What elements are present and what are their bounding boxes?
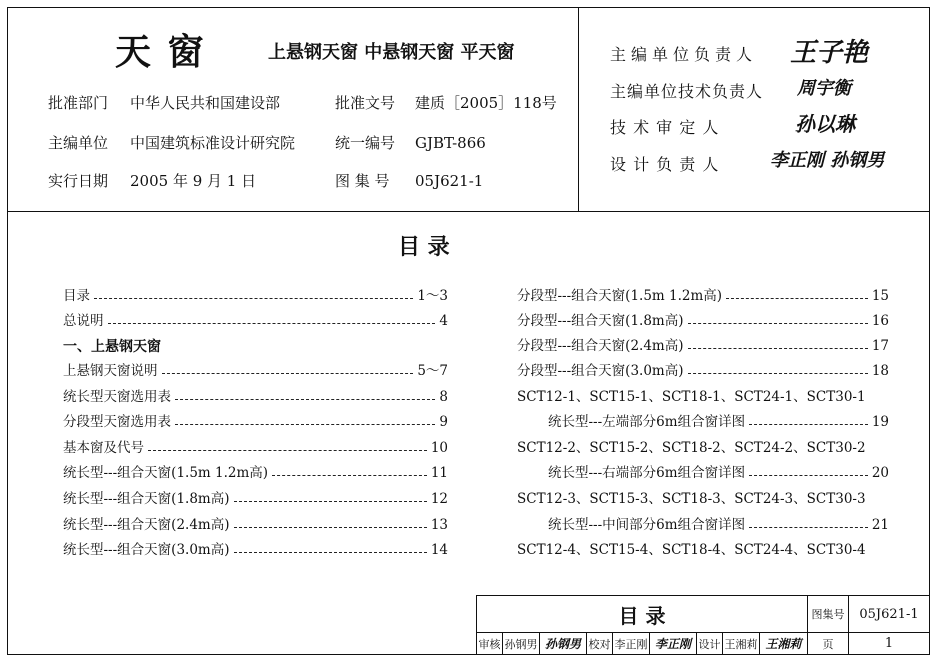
approval-doc-label: 批准文号 — [335, 94, 396, 112]
check-label-cell — [586, 632, 613, 655]
toc-entry-page: 1～3 — [417, 288, 448, 304]
toc-entry-page: 11 — [430, 465, 448, 481]
review-signature-cell — [539, 632, 587, 655]
effective-date-value: 2005 年 9 月 1 日 — [130, 172, 257, 190]
toc-entry-page: 10 — [430, 440, 448, 456]
toc-leader-dashes — [688, 373, 868, 374]
toc-leader-dashes — [234, 552, 427, 553]
design-label-cell — [696, 632, 723, 655]
toc-entry-label: 分段型---组合天窗(2.4m高) — [517, 338, 684, 354]
header-column-divider — [578, 7, 579, 212]
chief-unit-value: 中国建筑标准设计研究院 — [130, 134, 296, 152]
toc-entry-label: 分段型---组合天窗(1.8m高) — [517, 313, 684, 329]
toc-entry-label: SCT12-1、SCT15-1、SCT18-1、SCT24-1、SCT30-1 — [517, 389, 866, 405]
toc-entry-label: 统长型---组合天窗(2.4m高) — [63, 517, 230, 533]
header-divider — [7, 211, 930, 212]
toc-leader-dashes — [749, 527, 868, 528]
design-signature-cell — [759, 632, 808, 655]
toc-entry-label: 总说明 — [63, 313, 104, 329]
toc-leader-dashes — [749, 475, 868, 476]
responsible-role-1: 主编单位负责人 — [610, 45, 758, 64]
design-name: 王湘莉 — [724, 637, 758, 651]
review-name-cell — [502, 632, 540, 655]
toc-entry — [63, 489, 448, 507]
toc-leader-dashes — [688, 348, 868, 349]
toc-entry — [63, 412, 448, 430]
design-label: 设计 — [698, 637, 721, 651]
page-label-cell — [807, 632, 849, 655]
toc-entry — [517, 540, 866, 558]
toc-entry-label: 统长型---右端部分6m组合窗详图 — [548, 465, 746, 481]
toc-entry — [517, 387, 866, 405]
toc-entry-page: 19 — [871, 414, 889, 430]
page-no-cell — [848, 632, 930, 655]
toc-entry — [517, 311, 889, 329]
toc-entry-label: 分段型天窗选用表 — [63, 414, 171, 430]
toc-leader-dashes — [108, 323, 436, 324]
toc-entry — [63, 438, 448, 456]
toc-entry — [63, 361, 448, 379]
toc-entry-page: 5～7 — [417, 363, 448, 379]
toc-leader-dashes — [234, 527, 427, 528]
page-no: 1 — [884, 636, 894, 651]
toc-entry-page: 4 — [439, 313, 448, 329]
unified-no-value: GJBT-866 — [415, 134, 486, 152]
toc-entry — [63, 311, 448, 329]
toc-leader-dashes — [688, 323, 868, 324]
toc-entry-label: 统长型---组合天窗(1.8m高) — [63, 491, 230, 507]
toc-entry — [517, 489, 866, 507]
titleblock-atlas-label: 图集号 — [811, 608, 845, 621]
toc-entry — [63, 515, 448, 533]
document-subtitle: 上悬钢天窗 中悬钢天窗 平天窗 — [268, 42, 515, 63]
toc-entry-page: 20 — [871, 465, 889, 481]
toc-entry-page: 14 — [430, 542, 448, 558]
toc-entry-page: 18 — [871, 363, 889, 379]
toc-entry — [517, 438, 866, 456]
check-name-cell — [612, 632, 650, 655]
toc-entry — [548, 515, 889, 533]
toc-entry-label: 统长型天窗选用表 — [63, 389, 171, 405]
titleblock-atlas-no: 05J621-1 — [859, 606, 919, 622]
review-label: 审核 — [478, 637, 501, 651]
effective-date-label: 实行日期 — [48, 172, 109, 190]
toc-entry — [63, 338, 161, 356]
toc-leader-dashes — [162, 373, 414, 374]
toc-leader-dashes — [272, 475, 427, 476]
titleblock-title: 目 录 — [618, 603, 666, 628]
toc-entry-label: 统长型---左端部分6m组合窗详图 — [548, 414, 746, 430]
toc-leader-dashes — [175, 399, 435, 400]
toc-entry-page: 13 — [430, 517, 448, 533]
toc-entry-label: 分段型---组合天窗(3.0m高) — [517, 363, 684, 379]
check-signature-cell — [649, 632, 697, 655]
titleblock-atlas-label-cell — [807, 595, 849, 633]
check-signature: 李正刚 — [654, 637, 691, 651]
toc-entry-label: SCT12-4、SCT15-4、SCT18-4、SCT24-4、SCT30-4 — [517, 542, 866, 558]
titleblock-title-cell — [476, 595, 808, 633]
toc-entry-label: 基本窗及代号 — [63, 440, 144, 456]
toc-leader-dashes — [148, 450, 427, 451]
toc-entry-label: 统长型---组合天窗(3.0m高) — [63, 542, 230, 558]
responsible-role-2: 主编单位技术负责人 — [610, 82, 764, 101]
toc-entry — [517, 286, 889, 304]
toc-entry-label: 分段型---组合天窗(1.5m 1.2m高) — [517, 288, 723, 304]
approval-doc-value: 建质［2005］118号 — [415, 94, 557, 112]
titleblock-atlas-no-cell — [848, 595, 930, 633]
toc-entry — [548, 412, 889, 430]
unified-no-label: 统一编号 — [335, 134, 396, 152]
approval-dept-label: 批准部门 — [48, 94, 109, 112]
toc-entry-page: 21 — [871, 517, 889, 533]
toc-entry-page: 17 — [871, 338, 889, 354]
chief-unit-label: 主编单位 — [48, 134, 109, 152]
toc-entry — [548, 463, 889, 481]
document-title: 天 窗 — [115, 31, 206, 73]
signature-3: 孙以琳 — [795, 112, 855, 136]
toc-entry-page: 9 — [439, 414, 448, 430]
review-label-cell — [476, 632, 503, 655]
signature-1: 王子艳 — [790, 38, 869, 68]
responsible-role-3: 技 术 审 定 人 — [610, 118, 720, 137]
toc-entry-page: 12 — [430, 491, 448, 507]
toc-entry-label: 目录 — [63, 288, 90, 304]
toc-entry-label: 统长型---组合天窗(1.5m 1.2m高) — [63, 465, 269, 481]
toc-leader-dashes — [234, 501, 427, 502]
toc-entry-label: 上悬钢天窗说明 — [63, 363, 158, 379]
design-name-cell — [722, 632, 760, 655]
toc-entry — [517, 336, 889, 354]
toc-entry-page: 8 — [439, 389, 448, 405]
check-label: 校对 — [588, 637, 611, 651]
approval-dept-value: 中华人民共和国建设部 — [130, 94, 281, 112]
toc-leader-dashes — [749, 424, 868, 425]
review-signature: 孙钢男 — [544, 637, 581, 651]
toc-entry-page: 15 — [871, 288, 889, 304]
design-signature: 王湘莉 — [765, 637, 802, 651]
toc-entry-label: SCT12-2、SCT15-2、SCT18-2、SCT24-2、SCT30-2 — [517, 440, 866, 456]
toc-entry — [63, 286, 448, 304]
toc-leader-dashes — [94, 298, 413, 299]
signature-2: 周宇衡 — [797, 78, 851, 99]
toc-leader-dashes — [726, 298, 868, 299]
toc-entry — [63, 463, 448, 481]
atlas-no-value: 05J621-1 — [415, 172, 484, 190]
signature-4: 李正刚 孙钢男 — [770, 150, 885, 171]
toc-heading: 目 录 — [398, 234, 450, 260]
toc-entry-label: 统长型---中间部分6m组合窗详图 — [548, 517, 746, 533]
toc-entry-label: SCT12-3、SCT15-3、SCT18-3、SCT24-3、SCT30-3 — [517, 491, 866, 507]
check-name: 李正刚 — [614, 637, 648, 651]
responsible-role-4: 设 计 负 责 人 — [610, 155, 720, 174]
toc-entry-page: 16 — [871, 313, 889, 329]
toc-entry — [517, 361, 889, 379]
toc-entry — [63, 387, 448, 405]
review-name: 孙钢男 — [504, 637, 538, 651]
toc-leader-dashes — [175, 424, 435, 425]
page-label: 页 — [822, 637, 834, 651]
toc-section-heading: 一、上悬钢天窗 — [63, 339, 161, 355]
toc-entry — [63, 540, 448, 558]
atlas-no-label: 图 集 号 — [335, 172, 390, 190]
